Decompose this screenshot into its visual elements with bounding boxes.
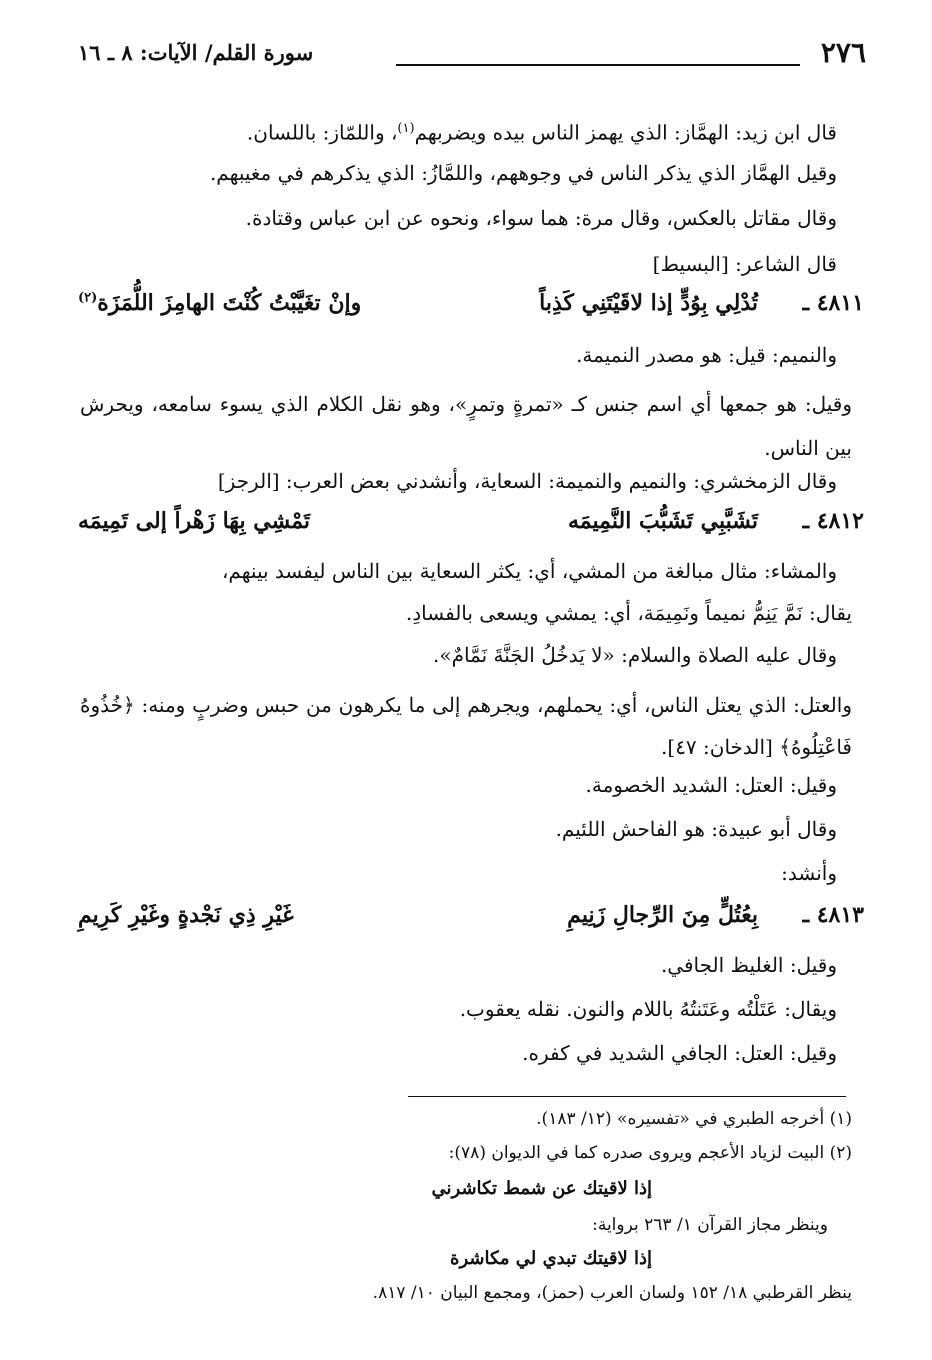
footnote-ref: (١) (397, 121, 415, 136)
running-title: سورة القلم/ الآيات: ٨ ـ ١٦ (78, 40, 314, 65)
verse-number: ٤٨١٢ ـ (802, 508, 864, 534)
text-line: وقيل: العتل: الجافي الشديد في كفره. (522, 1041, 837, 1065)
verse-hemistich-first: بِعُتُلٍّ مِنَ الرِّجالِ زَنِيمِ (567, 902, 758, 928)
footnote: ينظر القرطبي ١٨/ ١٥٢ ولسان العرب (حمز)، ومجمع البيان ١٠/ ٨١٧. (372, 1283, 852, 1303)
footnote: (١) أخرجه الطبري في «تفسيره» (١٢/ ١٨٣). (536, 1109, 852, 1129)
text-line: وأنشد: (781, 861, 837, 885)
footnote-separator (408, 1096, 846, 1097)
verse-4812 (78, 508, 864, 544)
text-line: قال الشاعر: [البسيط] (652, 252, 837, 276)
footnote: وينظر مجاز القرآن ١/ ٢٦٣ برواية: (592, 1215, 828, 1235)
header-rule (396, 64, 800, 66)
text-line: يقال: نَمَّ يَنِمُّ نميماً ونَمِيمَة، أي: يمشي ويسعى بالفسادِ. (405, 601, 852, 625)
text-line: وقيل: الغليظ الجافي. (660, 953, 837, 977)
footnote-verse: إذا لاقيتك تبدي لي مكاشرة (450, 1248, 652, 1269)
verse-4813 (78, 902, 864, 938)
verse-4811 (78, 290, 864, 326)
text-line: وقال الزمخشري: والنميم والنميمة: السعاية، وأنشدني بعض العرب: [الرجز] (217, 469, 837, 493)
verse-hemistich-first: تَشَبَّبِي تَشَبُّبَ النَّمِيمَه (568, 508, 758, 534)
verse-hemistich-second: تَمْشِي بِهَا زَهْراً إلى تَمِيمَه (78, 508, 311, 534)
footnote-ref: (٢) (78, 290, 98, 306)
verse-number: ٤٨١١ ـ (802, 290, 864, 316)
text-paragraph: والعتل: الذي يعتل الناس، أي: يحملهم، ويجرهم إلى ما يكرهون من حبس وضربٍ ومنه: ﴿خُذُوهُ فَاعْتِلُوهُ﴾ [الدخان: ٤٧]. (80, 693, 852, 759)
page-number: ٢٧٦ (820, 36, 866, 69)
text-line: والنميم: قيل: هو مصدر النميمة. (576, 343, 837, 367)
text-line: وقال مقاتل بالعكس، وقال مرة: هما سواء، ونحوه عن ابن عباس وقتادة. (245, 206, 837, 230)
verse-hemistich-second: وإنْ تغَيَّبْتُ كُنْتَ الهامِزَ اللُّمَزَة$^{(٢)}$ (78, 290, 362, 316)
text-paragraph: وقيل: هو جمعها أي اسم جنس كـ «تمرةٍ وتمرٍ»، وهو نقل الكلام الذي يسوء سامعه، ويحرش بين الناس. (80, 392, 852, 460)
verse-hemistich-first: تُدْلِي بِوُدٍّ إذا لاقَيْتَنِي كَذِباً (539, 290, 758, 316)
footnote-verse: إذا لاقيتك عن شمط تكاشرني (431, 1178, 652, 1199)
text-line: قال ابن زيد: الهمَّاز: الذي يهمز الناس بيده ويضربهم$^{(١)}$، واللمّاز: باللسان. (246, 120, 837, 145)
text-line: ويقال: عَتَلْتُه وعَتَنتُهُ باللام والنون. نقله يعقوب. (459, 997, 837, 1021)
text-line: وقيل: العتل: الشديد الخصومة. (585, 773, 837, 797)
text-line: وقيل الهمَّاز الذي يذكر الناس في وجوههم، واللمَّازُ: الذي يذكرهم في مغيبهم. (209, 161, 837, 185)
text-line: وقال عليه الصلاة والسلام: «لا يَدخُلُ الجَنَّةَ نَمَّامٌ». (432, 643, 837, 667)
verse-number: ٤٨١٣ ـ (802, 902, 864, 928)
verse-hemistich-second: غَيْرِ ذِي نَجْدةٍ وغَيْرِ كَرِيمِ (78, 902, 294, 928)
text-line: والمشاء: مثال مبالغة من المشي، أي: يكثر السعاية بين الناس ليفسد بينهم، (221, 559, 837, 583)
text-line: وقال أبو عبيدة: هو الفاحش اللئيم. (555, 817, 837, 841)
page-header (78, 36, 866, 76)
footnote: (٢) البيت لزياد الأعجم ويروى صدره كما في الديوان (٧٨): (448, 1143, 852, 1163)
